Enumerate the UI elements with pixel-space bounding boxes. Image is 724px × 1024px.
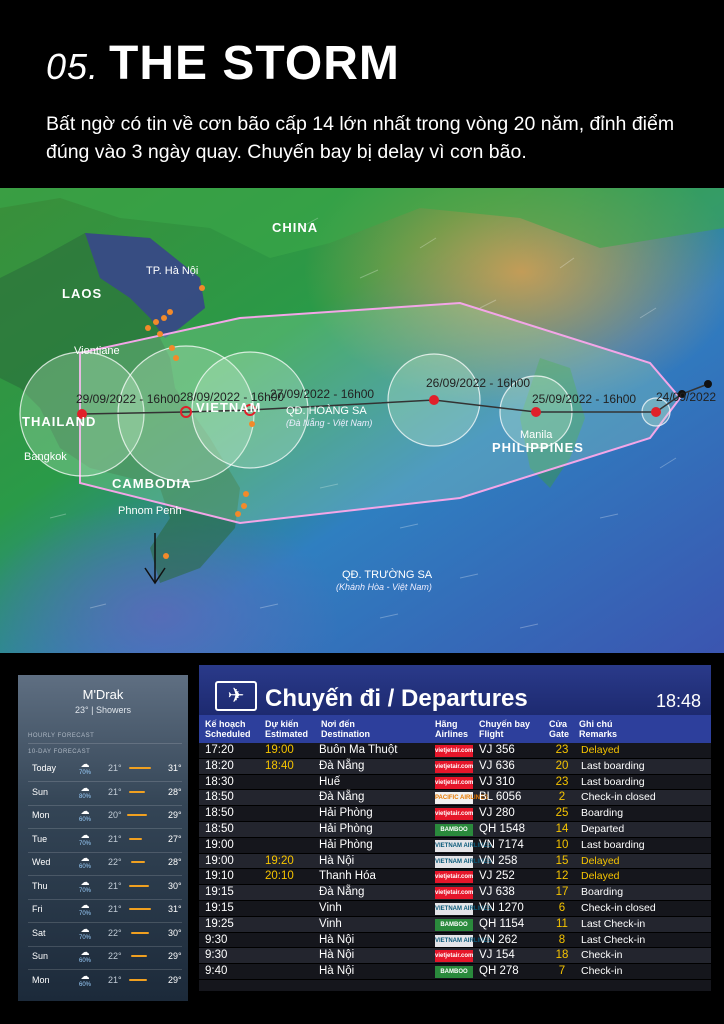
departure-remark: Departed (581, 822, 625, 835)
label-laos: LAOS (62, 286, 103, 301)
col-scheduled: Kế hoạch Scheduled (205, 719, 251, 739)
page-subtitle: Bất ngờ có tin về cơn bão cấp 14 lớn nhất trong vòng 20 năm, đỉnh điểm đúng vào 3 ngày quay. Chuyến bay bị delay vì cơn bão. (46, 113, 675, 163)
departure-gate: 23 (555, 744, 569, 756)
departure-destination: Thanh Hóa (319, 870, 376, 883)
departure-flight: QH 278 (479, 965, 519, 978)
track-date-27: 27/09/2022 - 16h00 (270, 387, 375, 401)
departure-remark: Check-in (581, 949, 623, 962)
departure-destination: Hải Phòng (319, 807, 373, 820)
departure-gate: 2 (558, 791, 566, 804)
col-gate: Cửa Gate (549, 719, 570, 739)
forecast-max: 29° (168, 951, 182, 961)
departures-board (199, 665, 711, 991)
departure-remark: Last boarding (581, 838, 645, 851)
forecast-precip: 70% (78, 911, 91, 917)
hourly-forecast-label: HOURLY FORECAST (28, 733, 95, 739)
departure-scheduled: 18:30 (205, 775, 234, 788)
forecast-precip: 70% (78, 840, 91, 847)
departure-gate: 7 (558, 965, 566, 978)
track-date-26: 26/09/2022 - 16h00 (426, 376, 531, 390)
departure-flight: VJ 356 (479, 744, 515, 756)
forecast-max: 30° (168, 880, 182, 891)
forecast-precip: 60% (78, 817, 91, 823)
forecast-day: Sat (32, 927, 46, 938)
departure-scheduled: 9:30 (205, 949, 228, 962)
airline-logo: VIETNAM AIRLINES (435, 935, 473, 947)
airline-logo: BAMBOO (435, 824, 473, 836)
track-date-24: 24/09/2022 (656, 390, 717, 404)
departure-scheduled: 18:50 (205, 807, 234, 820)
temp-range-bar (129, 908, 152, 910)
departure-flight: VJ 252 (479, 870, 515, 883)
departure-destination: Đà Nẵng (319, 759, 365, 772)
label-manila: Manila (520, 429, 553, 441)
departure-row (199, 885, 711, 901)
departure-flight: VN 7174 (479, 838, 524, 851)
storm-map-svg (0, 188, 724, 653)
board-title: Chuyến đi / Departures (265, 685, 528, 712)
rain-cloud-icon: ☁ (80, 853, 90, 863)
rain-cloud-icon: ☁ (80, 947, 90, 957)
departure-destination: Vinh (319, 901, 342, 914)
track-marker-25 (531, 407, 541, 417)
forecast-min: 21° (108, 833, 122, 844)
departure-destination: Hải Phòng (319, 822, 373, 835)
temp-range-bar (129, 885, 149, 887)
rain-cloud-icon: ☁ (80, 970, 90, 981)
airline-logo: vietjetair.com (435, 777, 473, 789)
label-cambodia: CAMBODIA (112, 476, 192, 491)
departure-flight: VN 258 (479, 854, 518, 867)
tenday-forecast-label: 10-DAY FORECAST (28, 749, 91, 755)
departure-scheduled: 17:20 (205, 744, 234, 756)
departure-destination: Huế (319, 775, 341, 788)
departure-flight: QH 1154 (479, 917, 525, 930)
departure-scheduled: 19:00 (205, 838, 234, 851)
departure-destination: Hà Nội (319, 933, 355, 946)
departure-destination: Buôn Ma Thuột (319, 744, 398, 756)
airline-logo: PACIFIC AIRLINES (435, 792, 473, 804)
temp-range-bar (129, 767, 152, 769)
departure-destination: Hải Phòng (319, 838, 373, 851)
departure-gate: 12 (555, 870, 569, 883)
departure-estimated: 20:10 (265, 870, 294, 883)
departure-destination: Hà Nội (319, 854, 355, 867)
temp-range-bar (127, 814, 147, 816)
departure-scheduled: 9:40 (205, 965, 228, 978)
forecast-max: 30° (168, 927, 182, 938)
departure-row (199, 948, 711, 964)
header (0, 0, 724, 188)
departure-destination: Vinh (319, 917, 342, 930)
departure-remark: Last boarding (581, 775, 645, 788)
forecast-min: 22° (108, 951, 122, 961)
col-destination: Nơi đến Destination (321, 719, 371, 739)
forecast-row (28, 830, 182, 854)
departure-remark: Last Check-in (581, 933, 646, 946)
departure-row (199, 933, 711, 949)
departure-row (199, 822, 711, 838)
rain-cloud-icon: ☁ (80, 829, 90, 840)
departure-estimated: 19:00 (265, 744, 294, 756)
weather-widget (18, 675, 188, 1001)
forecast-precip: 60% (78, 958, 91, 964)
airline-logo: vietjetair.com (435, 950, 473, 962)
departure-remark: Check-in (581, 965, 623, 978)
departure-row (199, 838, 711, 854)
airline-logo: vietjetair.com (435, 871, 473, 883)
label-phnompenh: Phnom Penh (118, 505, 182, 517)
label-philippines: PHILIPPINES (492, 440, 584, 455)
label-thailand: THAILAND (22, 414, 97, 429)
departure-row (199, 775, 711, 791)
departure-remark: Last Check-in (581, 917, 646, 930)
forecast-row (28, 806, 182, 830)
departure-row (199, 869, 711, 885)
departure-destination: Hà Nội (319, 965, 355, 978)
departure-gate: 18 (555, 949, 569, 962)
departure-remark: Boarding (581, 807, 624, 820)
forecast-row (28, 853, 182, 877)
forecast-row (28, 900, 182, 924)
temp-range-bar (129, 791, 145, 793)
board-header (199, 665, 711, 715)
departure-gate: 23 (555, 775, 569, 788)
temp-range-bar (129, 979, 147, 981)
departure-gate: 25 (555, 807, 569, 820)
forecast-row (28, 759, 182, 783)
storm-map (0, 188, 724, 653)
airline-logo: VIETNAM AIRLINES (435, 840, 473, 852)
airline-logo: vietjetair.com (435, 808, 473, 820)
forecast-day: Wed (32, 857, 51, 867)
departure-remark: Boarding (581, 886, 624, 899)
section-number: 05. (46, 46, 100, 87)
forecast-max: 28° (168, 786, 182, 797)
track-date-28: 28/09/2022 - 16h00 (180, 390, 285, 404)
bottom-section (0, 653, 724, 1024)
forecast-max: 31° (168, 763, 182, 773)
track-marker-24 (651, 407, 661, 417)
departure-row (199, 790, 711, 806)
rain-cloud-icon: ☁ (80, 876, 90, 887)
departure-scheduled: 19:15 (205, 901, 234, 914)
departure-remark: Delayed (581, 744, 620, 756)
airline-logo: vietjetair.com (435, 745, 473, 757)
label-vietnam: VIETNAM (196, 400, 262, 415)
forecast-row (28, 877, 182, 901)
departure-flight: VN 262 (479, 933, 518, 946)
rain-cloud-icon: ☁ (80, 923, 90, 934)
airline-logo: BAMBOO (435, 966, 473, 978)
forecast-precip: 60% (78, 981, 91, 988)
rain-cloud-icon: ☁ (80, 806, 90, 816)
departure-scheduled: 18:50 (205, 791, 234, 804)
forecast-min: 20° (108, 810, 122, 820)
forecast-min: 22° (108, 927, 122, 938)
forecast-max: 28° (168, 857, 182, 867)
departure-row (199, 806, 711, 822)
departure-gate: 17 (555, 886, 569, 899)
departure-flight: QH 1548 (479, 822, 526, 835)
forecast-max: 29° (168, 974, 182, 985)
forecast-day: Mon (32, 974, 50, 985)
departure-row (199, 901, 711, 917)
forecast-max: 31° (168, 904, 182, 914)
weather-city: M'Drak (82, 687, 124, 702)
departure-gate: 8 (558, 933, 566, 946)
departure-gate: 11 (556, 917, 568, 930)
forecast-min: 21° (108, 786, 122, 797)
temp-range-bar (131, 932, 149, 934)
label-hoangsa-sub: (Đà Nẵng - Việt Nam) (286, 418, 373, 428)
departure-row (199, 917, 711, 933)
departure-row (199, 964, 711, 980)
departure-row (199, 759, 711, 775)
departure-gate: 15 (555, 854, 569, 867)
departure-gate: 20 (555, 759, 569, 772)
departure-scheduled: 18:50 (205, 822, 234, 835)
forecast-day: Fri (32, 904, 43, 914)
departure-row (199, 854, 711, 870)
departure-remark: Delayed (581, 854, 620, 867)
rain-cloud-icon: ☁ (80, 782, 90, 793)
forecast-min: 21° (108, 880, 122, 891)
forecast-day: Today (32, 763, 57, 773)
rain-cloud-icon: ☁ (80, 900, 90, 910)
board-rows (199, 743, 711, 980)
departure-destination: Đà Nẵng (319, 791, 365, 804)
departure-scheduled: 9:30 (205, 933, 228, 946)
col-remarks: Ghi chú Remarks (579, 719, 618, 739)
departure-flight: VJ 280 (479, 807, 515, 820)
label-truongsa-sub: (Khánh Hòa - Việt Nam) (336, 582, 432, 592)
departure-row (199, 743, 711, 759)
forecast-precip: 70% (78, 934, 91, 941)
forecast-precip: 60% (78, 864, 91, 870)
forecast-row (28, 947, 182, 971)
departure-scheduled: 19:25 (205, 917, 234, 930)
departure-estimated: 19:20 (265, 854, 294, 867)
airline-logo: vietjetair.com (435, 761, 473, 773)
temp-range-bar (131, 861, 145, 863)
col-flight: Chuyến bay Flight (479, 719, 531, 739)
forecast-day: Thu (32, 880, 48, 891)
departure-flight: VJ 154 (479, 949, 515, 962)
forecast-row (28, 971, 182, 995)
forecast-precip: 70% (78, 887, 91, 894)
departure-destination: Đà Nẵng (319, 886, 365, 899)
board-column-headers (199, 715, 711, 743)
departure-scheduled: 19:15 (205, 886, 234, 899)
forecast-min: 22° (108, 857, 122, 867)
departure-remark: Check-in closed (581, 901, 656, 914)
plane-icon: ✈ (215, 681, 257, 711)
forecast-min: 21° (108, 904, 122, 914)
forecast-min: 21° (108, 974, 122, 985)
forecast-precip: 80% (78, 793, 91, 800)
label-truongsa: QĐ. TRƯỜNG SA (342, 569, 433, 581)
track-date-29: 29/09/2022 - 16h00 (76, 392, 181, 406)
departure-gate: 10 (555, 838, 569, 851)
forecast-row (28, 924, 182, 948)
weather-now: 23° | Showers (75, 705, 131, 715)
airline-logo: BAMBOO (435, 919, 473, 931)
departure-remark: Check-in closed (581, 791, 656, 804)
airline-logo: vietjetair.com (435, 887, 473, 899)
departure-flight: VJ 636 (479, 759, 515, 772)
temp-range-bar (129, 838, 143, 840)
departure-gate: 6 (558, 901, 566, 914)
track-date-25: 25/09/2022 - 16h00 (532, 392, 637, 406)
departure-scheduled: 19:10 (205, 870, 234, 883)
departure-remark: Last boarding (581, 759, 645, 772)
forecast-max: 29° (168, 810, 182, 820)
departure-flight: VN 1270 (479, 901, 524, 914)
forecast-min: 21° (108, 763, 122, 773)
forecast-day: Tue (32, 833, 48, 844)
forecast-day: Sun (32, 786, 49, 797)
departure-estimated: 18:40 (265, 759, 294, 772)
track-marker-26 (429, 395, 439, 405)
airline-logo: VIETNAM AIRLINES (435, 856, 473, 868)
departure-flight: VJ 638 (479, 886, 515, 899)
departure-destination: Hà Nội (319, 949, 355, 962)
forecast-row (28, 783, 182, 807)
title-text: THE STORM (109, 37, 400, 90)
track-marker-past-2 (704, 380, 712, 388)
board-clock: 18:48 (655, 691, 701, 711)
temp-range-bar (131, 955, 147, 957)
col-estimated: Dự kiến Estimated (265, 719, 309, 739)
departure-remark: Delayed (581, 870, 620, 883)
forecast-max: 27° (168, 833, 182, 844)
col-airlines: Hãng Airlines (435, 719, 469, 739)
label-vientiane: Vientiane (74, 345, 120, 357)
rain-cloud-icon: ☁ (80, 759, 90, 769)
label-hanoi: TP. Hà Nội (146, 265, 199, 277)
departure-scheduled: 19:00 (205, 854, 234, 867)
airline-logo: VIETNAM AIRLINES (435, 903, 473, 915)
label-bangkok: Bangkok (24, 451, 67, 463)
departure-scheduled: 18:20 (205, 759, 234, 772)
label-hoangsa: QĐ. HOÀNG SA (286, 405, 367, 417)
label-china: CHINA (272, 220, 319, 235)
page-title (46, 36, 400, 95)
forecast-day: Sun (32, 951, 49, 961)
departure-gate: 14 (555, 822, 569, 835)
forecast-day: Mon (32, 810, 50, 820)
departure-flight: BL 6056 (479, 791, 522, 804)
departure-flight: VJ 310 (479, 775, 515, 788)
forecast-precip: 70% (78, 770, 91, 776)
